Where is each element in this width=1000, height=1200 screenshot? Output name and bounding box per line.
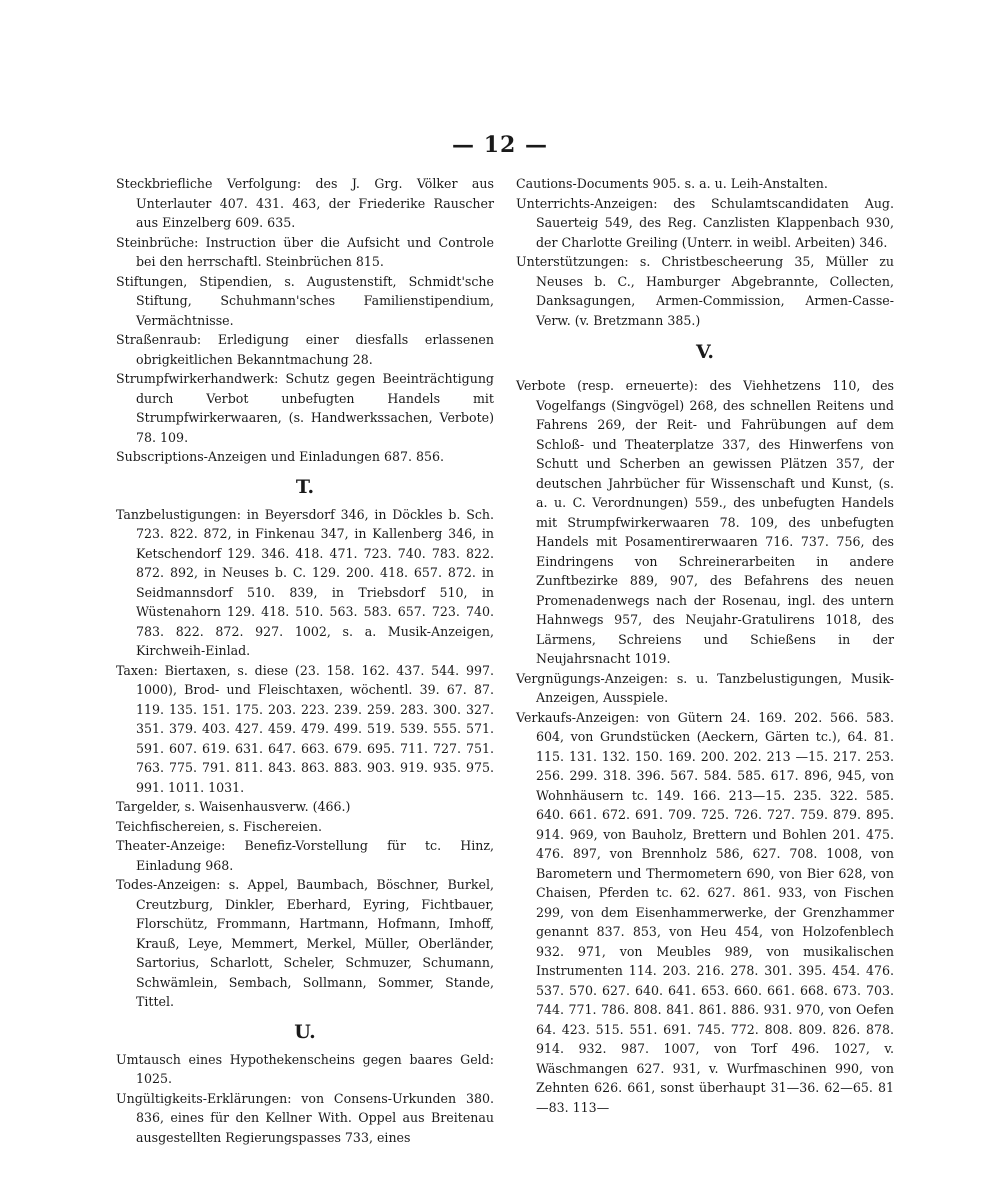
- index-entry-steinbrueche: Steinbrüche: Instruction über die Aufsicht und Controle bei den herrschaftl. Steinbrüchen 815.: [116, 234, 494, 269]
- index-entry-targelder: Targelder, s. Waisenhausverw. (466.): [116, 799, 351, 814]
- index-entry-ungueltigkeits-erklaerungen: Ungültigkeits-Erklärungen: von Consens-Urkunden 380. 836, eines für den Kellner With. Oppel aus Breitenau ausgestellten Regierungspasses 733, eines: [116, 1090, 494, 1145]
- index-entry-verbote: Verbote (resp. erneuerte): des Viehhetzens 110, des Vogelfangs (Singvögel) 268, des schnellen Reitens und Fahrens 269, der Reit- und Fahrübungen auf dem Schloß- und Theaterplatze 337, des Hinwerfens von Schutt und Scherben an gewissen Plätzen 357, der deutschen Jahrbücher für Wissenschaft und Kunst, (s. a. u. C. Verordnungen) 559., des unbefugten Handels mit Strumpfwirkerwaaren 78. 109, des unbefugten Handels mit Posamentirerwaaren 716. 737. 756, des Eindringens von Schreinerarbeiten in andere Zunftbezirke 889, 907, des Befahrens des neuen Promenadenwegs nach der Rosenau, ingl. des untern Hahnwegs 957, des Neujahr-Gratulirens 1018, des Lärmens, Schreiens und Schießens in der Neujahrsnacht 1019.: [516, 378, 894, 666]
- index-entry-subscriptions-anzeigen: Subscriptions-Anzeigen und Einladungen 687. 856.: [116, 449, 445, 464]
- section-letter-v: V.: [695, 341, 715, 363]
- section-letter-t: T.: [295, 475, 315, 498]
- index-entry-umtausch: Umtausch eines Hypothekenscheins gegen baares Geld: 1025.: [116, 1051, 494, 1086]
- index-entry-taxen: Taxen: Biertaxen, s. diese (23. 158. 162. 437. 544. 997. 1000), Brod- und Fleischtaxen, wöchentl. 39. 67. 87. 119. 135. 151. 175. 203. 223. 239. 259. 283. 300. 327. 351. 379. 403. 427. 459. 479. 499. 519. 539. 555. 571. 591. 607. 619. 631. 647. 663. 679. 695. 711. 727. 751. 763. 775. 791. 811. 843. 863. 883. 903. 919. 935. 975. 991. 1011. 1031.: [116, 662, 494, 795]
- index-entry-vergnuegungs-anzeigen: Vergnügungs-Anzeigen: s. u. Tanzbelustigungen, Musik-Anzeigen, Ausspiele.: [516, 670, 894, 705]
- left-column: [116, 174, 494, 1147]
- index-entry-steckbriefliche-verfolgung: Steckbriefliche Verfolgung: des J. Grg. Völker aus Unterlauter 407. 431. 463, der Friederike Rauscher aus Einzelberg 609. 635.: [116, 176, 494, 230]
- index-entry-stiftungen: Stiftungen, Stipendien, s. Augustenstift, Schmidt'sche Stiftung, Schuhmann'sches Familienstipendium, Vermächtnisse.: [116, 273, 494, 328]
- index-entry-cautions-documents: Cautions-Documents 905. s. a. u. Leih-Anstalten.: [516, 176, 828, 191]
- index-entry-unterrichts-anzeigen: Unterrichts-Anzeigen: des Schulamtscandidaten Aug. Sauerteig 549, des Reg. Canzlisten Klappenbach 930, der Charlotte Greiling (Unterr. in weibl. Arbeiten) 346.: [516, 195, 894, 250]
- index-entry-theater-anzeige: Theater-Anzeige: Benefiz-Vorstellung für tc. Hinz, Einladung 968.: [116, 838, 494, 873]
- right-column: [516, 174, 894, 1117]
- index-entry-tanzbelustigungen: Tanzbelustigungen: in Beyersdorf 346, in Döckles b. Sch. 723. 822. 872, in Finkenau 347, in Kallenberg 346, in Ketschendorf 129. 346. 418. 471. 723. 740. 783. 822. 872. 892, in Neuses b. C. 129. 200. 418. 657. 872. in Seidmannsdorf 510. 839, in Triebsdorf 510, in Wüstenahorn 129. 418. 510. 563. 583. 657. 723. 740. 783. 822. 872. 927. 1002, s. a. Musik-Anzeigen, Kirchweih-Einlad.: [116, 506, 494, 658]
- index-entry-teichfischereien: Teichfischereien, s. Fischereien.: [116, 818, 323, 834]
- index-entry-strumpfwirkerhandwerk: Strumpfwirkerhandwerk: Schutz gegen Beeinträchtigung durch Verbot unbefugten Handels mit Strumpfwirkerwaaren, (s. Handwerkssachen, Verbote) 78. 109.: [116, 371, 494, 445]
- section-letter-u: U.: [294, 1020, 316, 1043]
- index-entry-todes-anzeigen: Todes-Anzeigen: s. Appel, Baumbach, Böschner, Burkel, Creutzburg, Dinkler, Eberhard, Eyring, Fichtbauer, Florschütz, Frommann, Hartmann, Hofmann, Imhoff, Krauß, Leye, Memmert, Merkel, Müller, Oberländer, Sartorius, Scharlott, Scheler, Schmuzer, Schumann, Schwämlein, Sembach, Sollmann, Sommer, Stande, Tittel.: [116, 877, 494, 1009]
- page-number: — 12 —: [452, 132, 548, 158]
- index-entry-strassenraub: Straßenraub: Erledigung einer diesfalls erlassenen obrigkeitlichen Bekanntmachung 28.: [116, 332, 494, 367]
- index-entry-unterstuetzungen: Unterstützungen: s. Christbescheerung 35, Müller zu Neuses b. C., Hamburger Abgebrannte, Collecten, Danksagungen, Armen-Commission, Armen-Casse-Verw. (v. Bretzmann 385.): [516, 254, 894, 328]
- index-entry-verkaufs-anzeigen: Verkaufs-Anzeigen: von Gütern 24. 169. 202. 566. 583. 604, von Grundstücken (Aeckern, Gärten tc.), 64. 81. 115. 131. 132. 150. 169. 200. 202. 213 —15. 217. 253. 256. 299. 318. 396. 567. 584. 585. 617. 896, 945, von Wohnhäusern tc. 149. 166. 213—15. 235. 322. 585. 640. 661. 672. 691. 709. 725. 726. 727. 759. 879. 895. 914. 969, von Bauholz, Brettern und Bohlen 201. 475. 476. 897, von Brennholz 586, 627. 708. 1008, von Barometern und Thermometern 690, von Bier 628, von Chaisen, Pferden tc. 62. 627. 861. 933, von Fischen 299, von dem Eisenhammerwerke, der Grenzhammer genannt 837. 853, von Heu 454, von Holzofenblech 932. 971, von Meubles 989, von musikalischen Instrumenten 114. 203. 216. 278. 301. 395. 454. 476. 537. 570. 627. 640. 641. 653. 660. 661. 668. 673. 703. 744. 771. 786. 808. 841. 861. 886. 931. 970, von Oefen 64. 423. 515. 551. 691. 745. 772. 808. 809. 826. 878. 914. 932. 987. 1007, von Torf 496. 1027, v. Wäschmangen 627. 931, v. Wurfmaschinen 990, von Zehnten 626. 661, sonst überhaupt 31—36. 62—65. 81—83. 113—: [516, 709, 894, 1115]
